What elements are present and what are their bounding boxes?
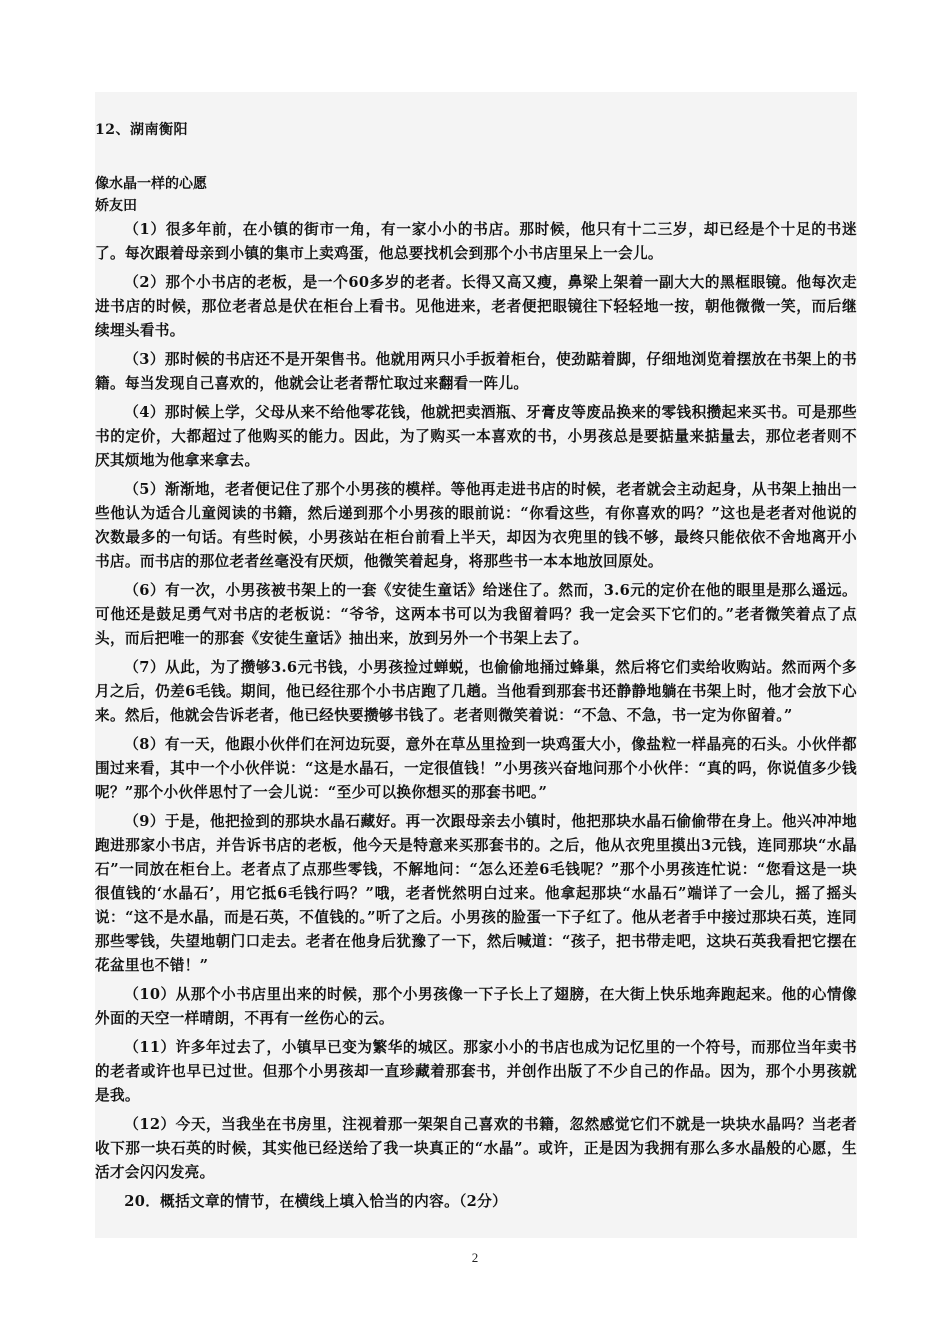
paragraph-11: （11）许多年过去了，小镇早已变为繁华的城区。那家小小的书店也成为记忆里的一个符号，而那位当年卖书的老者或许也早已过世。但那个小男孩却一直珍藏着那套书，并创作出版了不少自己的作品。因为，那个小男孩就是我。 xyxy=(95,1039,857,1104)
paragraph-5: （5）渐渐地，老者便记住了那个小男孩的模样。等他再走进书店的时候，老者就会主动起身，从书架上抽出一些他认为适合儿童阅读的书籍，然后递到那个小男孩的眼前说：“你看这些，有你喜欢的吗？”这也是老者对他说的次数最多的一句话。有些时候，小男孩站在柜台前看上半天，却因为衣兜里的钱不够，最终只能依依不舍地离开小书店。而书店的那位老者丝毫没有厌烦，他微笑着起身，将那些书一本本地放回原处。 xyxy=(95,481,857,570)
article-author: 娇友田 xyxy=(95,198,137,214)
article-title: 像水晶一样的心愿 xyxy=(95,176,207,192)
paragraph-6: （6）有一次，小男孩被书架上的一套《安徒生童话》给迷住了。然而，3.6元的定价在他的眼里是那么遥远。可他还是鼓足勇气对书店的老板说：“爷爷，这两本书可以为我留着吗？我一定会买下它们的。”老者微笑着点了点头，而后把唯一的那套《安徒生童话》抽出来，放到另外一个书架上去了。 xyxy=(95,582,857,647)
question-20: 20．概括文章的情节，在横线上填入恰当的内容。（2分） xyxy=(124,1193,508,1210)
section-label: 12、湖南衡阳 xyxy=(95,122,188,138)
paragraph-7: （7）从此，为了攒够3.6元书钱，小男孩捡过蝉蜕，也偷偷地捅过蜂巢，然后将它们卖给收购站。然而两个多月之后，仍差6毛钱。期间，他已经往那个小书店跑了几趟。当他看到那套书还静静地躺在书架上时，他才会放下心来。然后，他就会告诉老者，他已经快要攒够书钱了。老者则微笑着说：“不急、不急，书一定为你留着。” xyxy=(95,659,857,724)
article-body xyxy=(95,218,857,1214)
paragraph-3: （3）那时候的书店还不是开架售书。他就用两只小手扳着柜台，使劲踮着脚，仔细地浏览着摆放在书架上的书籍。每当发现自己喜欢的，他就会让老者帮忙取过来翻看一阵儿。 xyxy=(95,351,857,392)
paragraph-9: （9）于是，他把捡到的那块水晶石藏好。再一次跟母亲去小镇时，他把那块水晶石偷偷带在身上。他兴冲冲地跑进那家小书店，并告诉书店的老板，他今天是特意来买那套书的。之后，他从衣兜里摸出3元钱，连同那块“水晶石”一同放在柜台上。老者点了点那些零钱，不解地问：“怎么还差6毛钱呢？”那个小男孩连忙说：“您看这是一块很值钱的‘水晶石’，用它抵6毛钱行吗？”哦，老者恍然明白过来。他拿起那块“水晶石”端详了一会儿，摇了摇头说：“这不是水晶，而是石英，不值钱的。”听了之后。小男孩的脸蛋一下子红了。他从老者手中接过那块石英，连同那些零钱，失望地朝门口走去。老者在他身后犹豫了一下，然后喊道：“孩子，把书带走吧，这块石英我看把它摆在花盆里也不错！” xyxy=(95,813,857,974)
paragraph-12: （12）今天，当我坐在书房里，注视着那一架架自己喜欢的书籍，忽然感觉它们不就是一块块水晶吗？当老者收下那一块石英的时候，其实他已经送给了我一块真正的“水晶”。或许，正是因为我拥有那么多水晶般的心愿，生活才会闪闪发亮。 xyxy=(95,1116,857,1181)
paragraph-8: （8）有一天，他跟小伙伴们在河边玩耍，意外在草丛里捡到一块鸡蛋大小，像盐粒一样晶亮的石头。小伙伴都围过来看，其中一个小伙伴说：“这是水晶石，一定很值钱！”小男孩兴奋地问那个小伙伴：“真的吗，你说值多少钱呢？”那个小伙伴思忖了一会儿说：“至少可以换你想买的那套书吧。” xyxy=(95,736,857,801)
page-number: 2 xyxy=(471,1250,479,1265)
paragraph-1: （1）很多年前，在小镇的街市一角，有一家小小的书店。那时候，他只有十二三岁，却已经是个十足的书迷了。每次跟着母亲到小镇的集市上卖鸡蛋，他总要找机会到那个小书店里呆上一会儿。 xyxy=(95,221,857,262)
paragraph-2: （2）那个小书店的老板，是一个60多岁的老者。长得又高又瘦，鼻梁上架着一副大大的黑框眼镜。他每次走进书店的时候，那位老者总是伏在柜台上看书。见他进来，老者便把眼镜往下轻轻地一按，朝他微微一笑，而后继续埋头看书。 xyxy=(95,274,857,339)
paragraph-4: （4）那时候上学，父母从来不给他零花钱，他就把卖酒瓶、牙膏皮等废品换来的零钱积攒起来买书。可是那些书的定价，大都超过了他购买的能力。因此，为了购买一本喜欢的书，小男孩总是要掂量来掂量去，那位老者则不厌其烦地为他拿来拿去。 xyxy=(95,404,857,469)
paragraph-10: （10）从那个小书店里出来的时候，那个小男孩像一下子长上了翅膀，在大街上快乐地奔跑起来。他的心情像外面的天空一样晴朗，不再有一丝伤心的云。 xyxy=(95,986,857,1027)
